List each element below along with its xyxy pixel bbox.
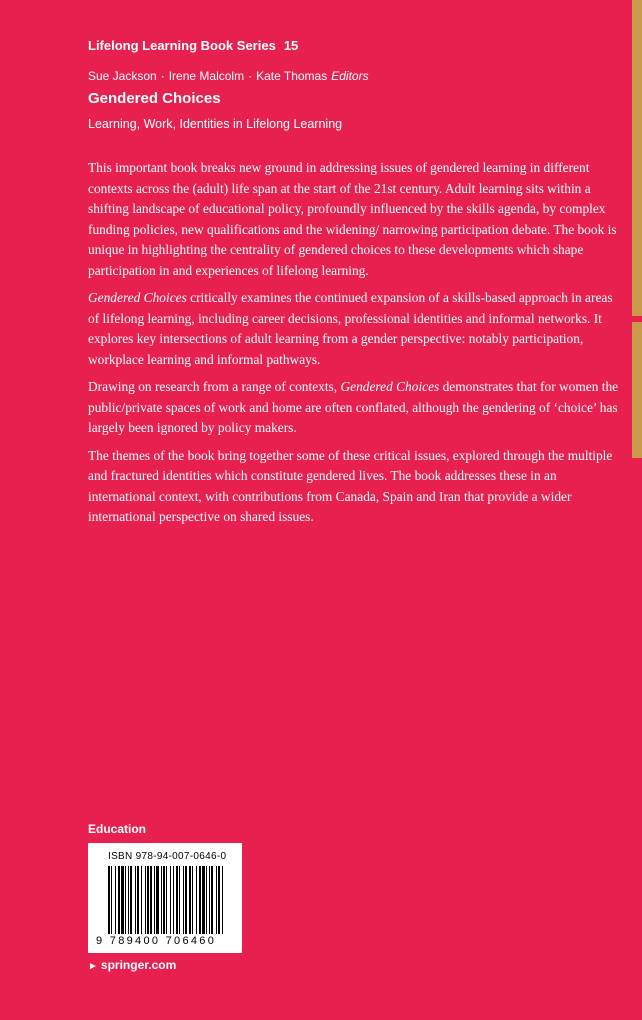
editor-name: Kate Thomas bbox=[256, 69, 328, 83]
barcode-bar bbox=[202, 866, 205, 934]
isbn-barcode bbox=[88, 843, 242, 953]
blurb-paragraph: The themes of the book bring together some of these critical issues, explored through the multiple and fractured identities which constitute gendered lives. The book addresses these in an international context, with contributions from Canada, Spain and Iran that provide a wider international perspective on shared issues. bbox=[88, 447, 613, 524]
barcode-bar bbox=[163, 866, 165, 934]
editor-name: Irene Malcolm bbox=[168, 69, 245, 83]
barcode-bar bbox=[179, 866, 180, 934]
isbn-digits: 9 789400 706460 bbox=[96, 935, 217, 947]
editor-name: Sue Jackson bbox=[88, 69, 157, 83]
barcode-bar bbox=[108, 866, 110, 934]
barcode-bar bbox=[170, 866, 171, 934]
barcode-bar bbox=[196, 866, 197, 934]
editors-line bbox=[88, 69, 369, 83]
barcode-bar bbox=[216, 866, 217, 934]
barcode-bar bbox=[218, 866, 220, 934]
barcode-bar bbox=[145, 866, 146, 934]
barcode-bar bbox=[166, 866, 167, 934]
blurb bbox=[88, 158, 620, 535]
barcode-bar bbox=[150, 866, 152, 934]
subject-category: Education bbox=[88, 822, 147, 836]
barcode-bar bbox=[137, 866, 139, 934]
spine-accent-bar bbox=[632, 322, 642, 458]
barcode-bar bbox=[125, 866, 126, 934]
barcode-bar bbox=[118, 866, 120, 934]
separator: · bbox=[248, 69, 253, 83]
book-title: Gendered Choices bbox=[88, 90, 221, 107]
series-heading bbox=[88, 38, 298, 53]
barcode-bar bbox=[211, 866, 213, 934]
barcode-bar bbox=[209, 866, 210, 934]
barcode-bar bbox=[222, 866, 223, 934]
barcode-bar bbox=[189, 866, 191, 934]
series-name: Lifelong Learning Book Series bbox=[88, 38, 276, 53]
barcode-bar bbox=[161, 866, 162, 934]
arrow-icon: ► bbox=[88, 961, 98, 972]
title-reference: Gendered Choices bbox=[340, 379, 440, 394]
publisher-url: springer.com bbox=[100, 958, 177, 972]
barcode-bar bbox=[121, 866, 124, 934]
barcode-bar bbox=[176, 866, 178, 934]
blurb-paragraph bbox=[88, 377, 620, 439]
blurb-paragraph: This important book breaks new ground in addressing issues of gendered learning in different contexts across the (adult) life span at the start of the 21st century. Adult learning sits within a shifting landscape of educational policy, profoundly influenced by the skills agenda, by complex funding policies, new qualifications and the widening/ narrowing participation debate. The book is unique in highlighting the centrality of gendered choices to these developments which shape participation in and experiences of lifelong learning. bbox=[88, 160, 617, 278]
barcode-icon bbox=[108, 866, 226, 934]
paragraph-text: critically examines the continued expansion of a skills-based approach in areas of lifelong learning, including career decisions, professional identities and informal networks. It explores key intersections of adult learning from a gender perspective: notably participation, workplace learning and informal pathways. bbox=[88, 290, 613, 367]
paragraph-text: Drawing on research from a range of contexts, bbox=[88, 379, 341, 394]
editors-role: Editors bbox=[331, 69, 369, 83]
barcode-bar bbox=[135, 866, 136, 934]
isbn-label: ISBN 978-94-007-0646-0 bbox=[108, 851, 227, 862]
barcode-bar bbox=[185, 866, 187, 934]
paragraph-text: demonstrates that for women the public/private spaces of work and home are often conflated, although the gendering of ‘choice’ has largely been ignored by policy makers. bbox=[88, 379, 619, 435]
series-number: 15 bbox=[283, 38, 299, 53]
barcode-bar bbox=[173, 866, 174, 934]
barcode-bar bbox=[115, 866, 116, 934]
spine-accent-bar bbox=[632, 0, 642, 316]
barcode-bar bbox=[156, 866, 159, 934]
barcode-bar bbox=[130, 866, 132, 934]
barcode-bar bbox=[206, 866, 207, 934]
barcode-bar bbox=[141, 866, 142, 934]
blurb-paragraph bbox=[88, 288, 620, 370]
book-subtitle: Learning, Work, Identities in Lifelong Learning bbox=[88, 117, 343, 131]
barcode-bar bbox=[154, 866, 155, 934]
barcode-bar bbox=[183, 866, 184, 934]
barcode-bar bbox=[192, 866, 193, 934]
barcode-bar bbox=[128, 866, 129, 934]
barcode-bar bbox=[199, 866, 201, 934]
publisher-link[interactable] bbox=[88, 958, 176, 972]
title-reference: Gendered Choices bbox=[88, 290, 187, 305]
barcode-bar bbox=[147, 866, 149, 934]
barcode-bar bbox=[111, 866, 112, 934]
separator: · bbox=[160, 69, 165, 83]
